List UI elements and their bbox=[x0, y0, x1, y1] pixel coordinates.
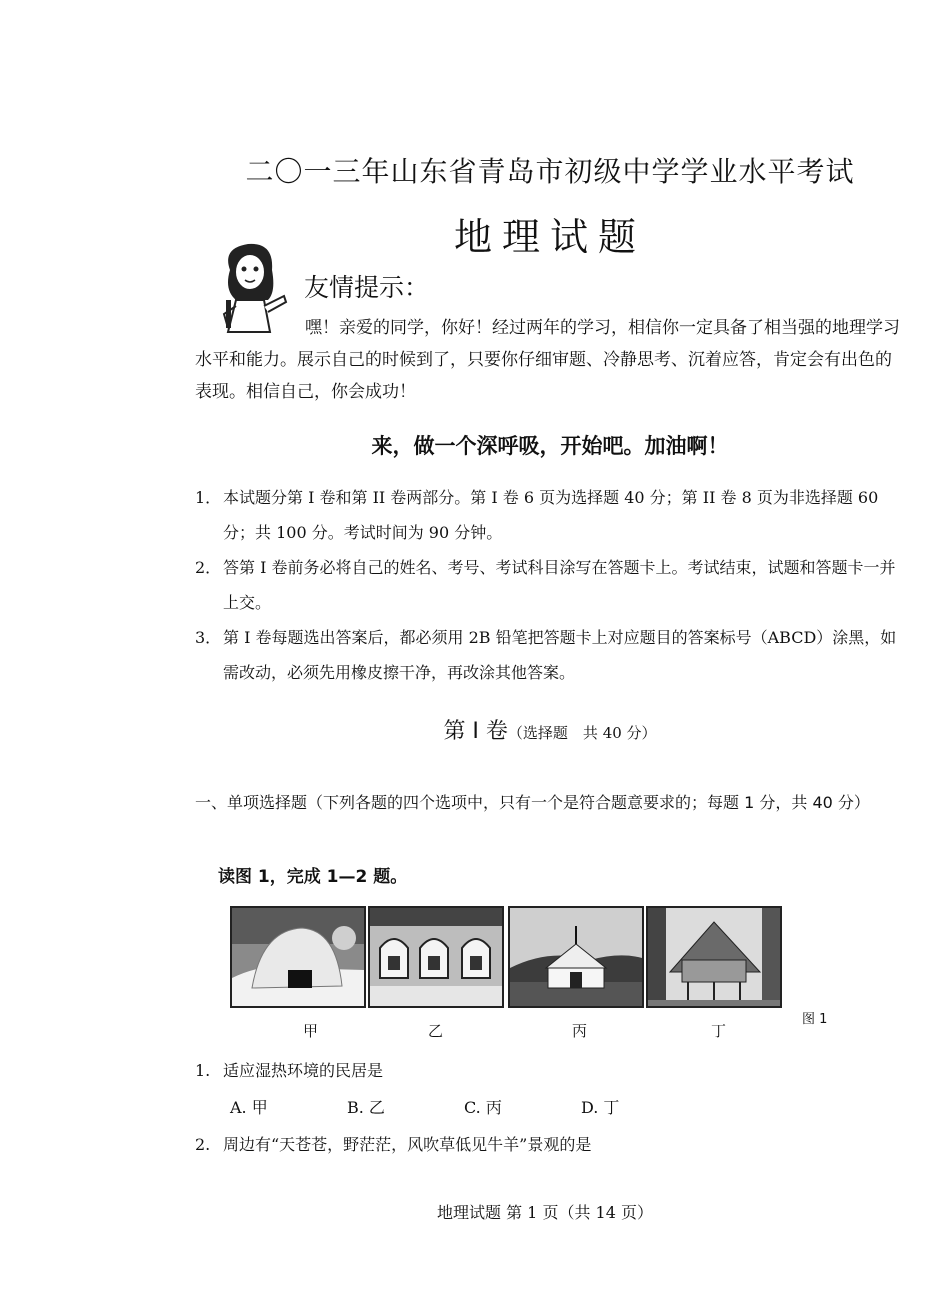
question-2 bbox=[195, 1132, 591, 1155]
rule-item bbox=[195, 480, 907, 550]
photo-caption: 丙 bbox=[572, 1022, 588, 1040]
question-number: 2. bbox=[195, 1135, 211, 1154]
question-text: 适应湿热环境的民居是 bbox=[223, 1061, 384, 1080]
question-number: 1. bbox=[195, 1061, 211, 1080]
figure-label: 图 1 bbox=[802, 1012, 828, 1027]
question-text: 周边有“天苍苍，野茫茫，风吹草低见牛羊”景观的是 bbox=[223, 1135, 592, 1154]
photo-stilt-house bbox=[646, 906, 782, 1008]
rule-number: 3． bbox=[195, 628, 222, 647]
section-title-text: 第 Ⅰ 卷 bbox=[443, 719, 508, 744]
page-footer: 地理试题 第 1 页（共 14 页） bbox=[437, 1203, 653, 1222]
question-1-options bbox=[230, 1095, 698, 1118]
question-1 bbox=[195, 1058, 383, 1081]
photo-caption: 丁 bbox=[711, 1022, 727, 1040]
option-d: D. 丁 bbox=[581, 1098, 620, 1117]
read-instruction: 读图 1，完成 1—2 题。 bbox=[218, 867, 408, 887]
figure-1-photos bbox=[230, 906, 790, 1006]
rule-item bbox=[195, 550, 907, 620]
tips-body: 嘿！亲爱的同学，你好！经过两年的学习，相信你一定具备了相当强的地理学习水平和能力。展示自己的时候到了，只要你仔细审题、冷静思考、沉着应答，肯定会有出色的表现。相信自己，你会成功！ bbox=[195, 318, 900, 402]
cheer-line: 来，做一个深呼吸，开始吧。加油啊！ bbox=[371, 434, 729, 458]
rule-number: 1． bbox=[195, 488, 222, 507]
rule-text: 本试题分第 I 卷和第 II 卷两部分。第 I 卷 6 页为选择题 40 分；第 II 卷 8 页为非选择题 60 分；共 100 分。考试时间为 90 分钟。 bbox=[223, 488, 879, 542]
rule-text: 第 I 卷每题选出答案后，都必须用 2B 铅笔把答题卡上对应题目的答案标号（ABCD）涂黑，如需改动，必须先用橡皮擦干净，再改涂其他答案。 bbox=[223, 628, 897, 682]
rule-item bbox=[195, 620, 907, 690]
part-one-heading: 一、单项选择题（下列各题的四个选项中，只有一个是符合题意要求的；每题 1 分，共 40 分） bbox=[195, 793, 870, 812]
rule-text: 答第 I 卷前务必将自己的姓名、考号、考试科目涂写在答题卡上。考试结束，试题和答题卡一并上交。 bbox=[223, 558, 896, 612]
exam-title: 二〇一三年山东省青岛市初级中学学业水平考试 bbox=[245, 155, 855, 188]
option-a: A. 甲 bbox=[230, 1098, 268, 1117]
photo-caption: 乙 bbox=[428, 1022, 444, 1040]
option-b: B. 乙 bbox=[347, 1098, 385, 1117]
photo-caption: 甲 bbox=[303, 1022, 319, 1040]
subject-title: 地理试题 bbox=[453, 215, 646, 259]
tips-heading: 友情提示： bbox=[304, 273, 430, 302]
photo-cave-dwelling bbox=[368, 906, 504, 1008]
photo-yurt bbox=[508, 906, 644, 1008]
section-title bbox=[0, 714, 950, 745]
section-note: （选择题 共 40 分） bbox=[507, 724, 657, 742]
option-c: C. 丙 bbox=[464, 1098, 502, 1117]
exam-rules bbox=[195, 480, 907, 690]
rule-number: 2． bbox=[195, 558, 222, 577]
photo-igloo bbox=[230, 906, 366, 1008]
